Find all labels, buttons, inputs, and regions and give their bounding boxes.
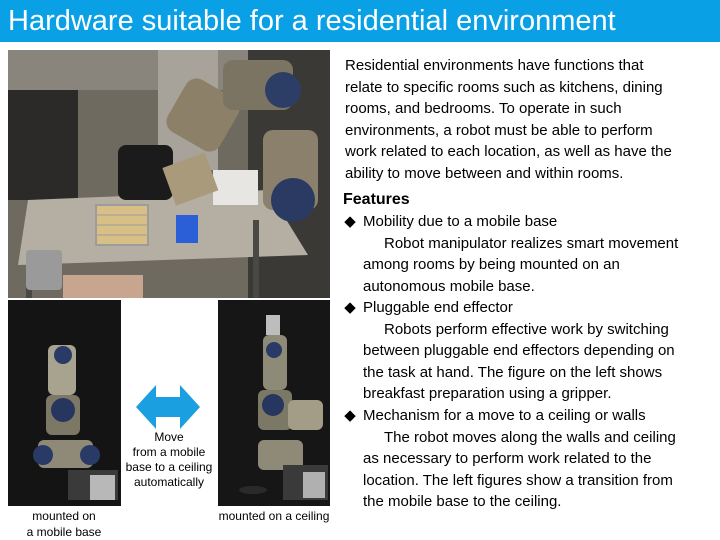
feature-line: Robot manipulator realizes smart movement — [384, 234, 679, 252]
photo-mounted-on-mobile-base — [8, 300, 121, 506]
feature-line: breakfast preparation using a gripper. — [363, 385, 612, 402]
intro-paragraph — [345, 55, 717, 184]
slide-title: Hardware suitable for a residential environment — [8, 5, 616, 37]
move-caption-line: Move — [154, 430, 184, 444]
move-caption — [124, 430, 214, 490]
feature-title-text: Pluggable end effector — [363, 299, 513, 316]
feature-title-text: Mobility due to a mobile base — [363, 213, 558, 230]
caption-line: a mobile base — [26, 525, 102, 539]
feature-line: autonomous mobile base. — [363, 277, 535, 295]
move-caption-line: from a mobile — [132, 445, 206, 459]
features-heading: Features — [343, 191, 410, 208]
feature-title — [343, 405, 717, 427]
title-bar — [0, 0, 720, 42]
diamond-bullet-icon: ◆ — [344, 407, 356, 424]
caption-ceiling: mounted on a ceiling — [218, 509, 330, 523]
intro-line: work related to each location, as well as have the — [345, 143, 672, 160]
move-caption-line: automatically — [133, 475, 205, 489]
diamond-bullet-icon: ◆ — [344, 213, 356, 230]
move-caption-line: base to a ceiling — [125, 460, 213, 474]
caption-line: mounted on — [32, 509, 96, 523]
feature-line: the mobile base to the ceiling. — [363, 493, 562, 510]
photo-breakfast-preparation — [8, 50, 330, 298]
caption-mobile-base — [14, 508, 114, 540]
feature-line: location. The left figures show a transition from — [363, 471, 673, 489]
intro-line: ability to move between and within rooms. — [345, 164, 624, 182]
feature-mobility — [343, 211, 717, 297]
feature-title — [343, 211, 717, 233]
feature-title — [343, 297, 717, 319]
feature-line: among rooms by being mounted on an — [363, 256, 620, 273]
intro-line: relate to specific rooms such as kitchens, dining — [345, 78, 663, 96]
double-arrow-icon — [136, 383, 200, 431]
feature-line: Robots perform effective work by switching — [384, 320, 669, 338]
intro-line: environments, a robot must be able to perform — [345, 121, 653, 139]
intro-line: rooms, and bedrooms. To operate in such — [345, 100, 622, 117]
photo-mounted-on-ceiling — [218, 300, 330, 506]
feature-title-text: Mechanism for a move to a ceiling or walls — [363, 407, 646, 424]
feature-end-effector — [343, 297, 717, 405]
feature-line: between pluggable end effectors depending on — [363, 342, 675, 359]
feature-line: The robot moves along the walls and ceiling — [384, 428, 676, 446]
feature-line: the task at hand. The figure on the left shows — [363, 363, 663, 381]
feature-line: as necessary to perform work related to the — [363, 450, 652, 467]
feature-ceiling-mechanism — [343, 405, 717, 513]
diamond-bullet-icon: ◆ — [344, 299, 356, 316]
intro-line: Residential environments have functions that — [345, 57, 644, 74]
